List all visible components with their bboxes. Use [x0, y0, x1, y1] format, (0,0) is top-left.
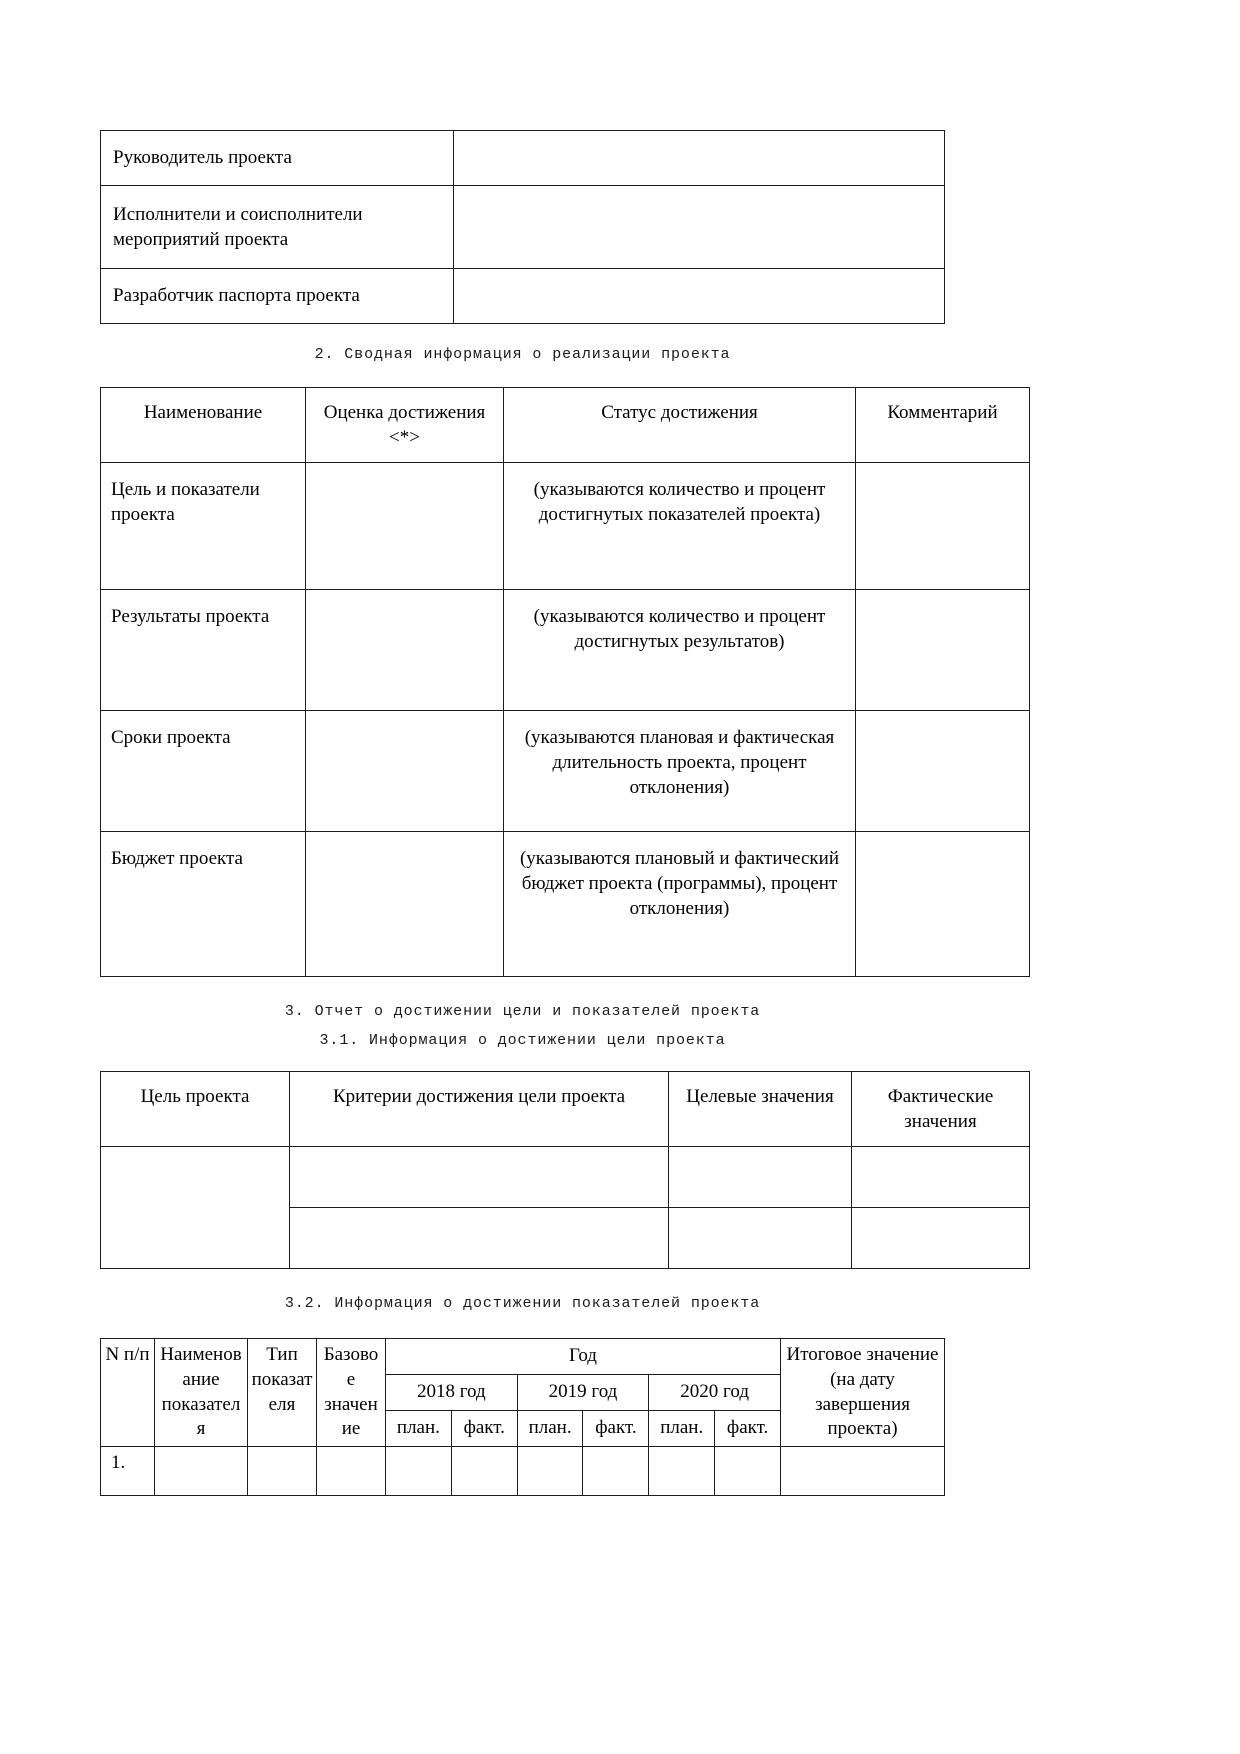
indicators-header-name: Наименование показателя — [155, 1339, 248, 1447]
indicators-header-2020-plan: план. — [649, 1411, 715, 1447]
table-row — [101, 463, 1030, 590]
goal-value-target-2[interactable] — [669, 1208, 852, 1269]
goal-value-actual-2[interactable] — [852, 1208, 1030, 1269]
indicators-row-type[interactable] — [248, 1447, 317, 1496]
indicators-row-name[interactable] — [155, 1447, 248, 1496]
table-indicators-achievement — [100, 1338, 945, 1496]
summary-comment-goal[interactable] — [856, 463, 1030, 590]
summary-assessment-results[interactable] — [306, 590, 504, 711]
indicators-header-num: N п/п — [101, 1339, 155, 1447]
table-row — [101, 711, 1030, 832]
indicators-row-2019-fact[interactable] — [583, 1447, 649, 1496]
indicators-header-year-group: Год — [386, 1339, 781, 1375]
heading-section-3-2: 3.2. Информация о достижении показателей проекта — [284, 1295, 761, 1313]
table-header-row — [101, 388, 1030, 463]
summary-header-name: Наименование — [101, 388, 306, 463]
responsible-label-manager: Руководитель проекта — [101, 131, 454, 186]
goal-header-target: Целевые значения — [669, 1072, 852, 1147]
indicators-row-num: 1. — [101, 1447, 155, 1496]
indicators-row-base[interactable] — [317, 1447, 386, 1496]
indicators-header-year-2020: 2020 год — [649, 1375, 781, 1411]
table-goal-achievement — [100, 1071, 1030, 1269]
table-summary-info — [100, 387, 1030, 977]
responsible-value-developer[interactable] — [454, 269, 945, 324]
table-row — [101, 590, 1030, 711]
indicators-row-2020-fact[interactable] — [715, 1447, 781, 1496]
responsible-label-developer: Разработчик паспорта проекта — [101, 269, 454, 324]
indicators-header-year-2019: 2019 год — [517, 1375, 649, 1411]
goal-value-actual-1[interactable] — [852, 1147, 1030, 1208]
responsible-label-executors: Исполнители и соисполнители мероприятий проекта — [101, 186, 454, 269]
indicators-row-2020-plan[interactable] — [649, 1447, 715, 1496]
summary-header-assessment: Оценка достижения <*> — [306, 388, 504, 463]
summary-comment-budget[interactable] — [856, 832, 1030, 977]
summary-name-results: Результаты проекта — [101, 590, 306, 711]
summary-comment-terms[interactable] — [856, 711, 1030, 832]
table-row — [101, 269, 945, 324]
table-row — [101, 1147, 1030, 1208]
table-header-row — [101, 1072, 1030, 1147]
goal-value-criteria-1[interactable] — [290, 1147, 669, 1208]
indicators-row-total[interactable] — [781, 1447, 945, 1496]
goal-header-goal: Цель проекта — [101, 1072, 290, 1147]
summary-assessment-budget[interactable] — [306, 832, 504, 977]
indicators-header-2019-fact: факт. — [583, 1411, 649, 1447]
goal-value-goal[interactable] — [101, 1147, 290, 1269]
responsible-value-manager[interactable] — [454, 131, 945, 186]
indicators-row-2019-plan[interactable] — [517, 1447, 583, 1496]
goal-value-criteria-2[interactable] — [290, 1208, 669, 1269]
summary-header-comment: Комментарий — [856, 388, 1030, 463]
heading-section-3: 3. Отчет о достижении цели и показателей проекта — [284, 1003, 761, 1021]
summary-comment-results[interactable] — [856, 590, 1030, 711]
table-responsible-persons — [100, 130, 945, 324]
indicators-header-2018-fact: факт. — [451, 1411, 517, 1447]
heading-section-3-1: 3.1. Информация о достижении цели проекта — [319, 1032, 726, 1050]
goal-header-criteria: Критерии достижения цели проекта — [290, 1072, 669, 1147]
summary-status-goal: (указываются количество и процент достигнутых показателей проекта) — [504, 463, 856, 590]
summary-name-budget: Бюджет проекта — [101, 832, 306, 977]
indicators-header-year-2018: 2018 год — [386, 1375, 518, 1411]
indicators-header-2018-plan: план. — [386, 1411, 452, 1447]
summary-name-terms: Сроки проекта — [101, 711, 306, 832]
indicators-row-2018-plan[interactable] — [386, 1447, 452, 1496]
table-row — [101, 832, 1030, 977]
summary-status-results: (указываются количество и процент достигнутых результатов) — [504, 590, 856, 711]
summary-header-status: Статус достижения — [504, 388, 856, 463]
goal-header-actual: Фактические значения — [852, 1072, 1030, 1147]
goal-value-target-1[interactable] — [669, 1147, 852, 1208]
table-header-row — [101, 1339, 945, 1375]
summary-name-goal: Цель и показатели проекта — [101, 463, 306, 590]
document-content — [100, 130, 998, 1496]
table-row — [101, 131, 945, 186]
table-row — [101, 186, 945, 269]
table-row — [101, 1447, 945, 1496]
summary-status-budget: (указываются плановый и фактический бюджет проекта (программы), процент отклонения) — [504, 832, 856, 977]
indicators-header-base: Базовое значение — [317, 1339, 386, 1447]
indicators-header-type: Тип показателя — [248, 1339, 317, 1447]
responsible-value-executors[interactable] — [454, 186, 945, 269]
indicators-header-total: Итоговое значение (на дату завершения проекта) — [781, 1339, 945, 1447]
summary-status-terms: (указываются плановая и фактическая длительность проекта, процент отклонения) — [504, 711, 856, 832]
indicators-header-2019-plan: план. — [517, 1411, 583, 1447]
summary-assessment-goal[interactable] — [306, 463, 504, 590]
summary-assessment-terms[interactable] — [306, 711, 504, 832]
indicators-row-2018-fact[interactable] — [451, 1447, 517, 1496]
heading-section-2: 2. Сводная информация о реализации проекта — [314, 346, 731, 363]
indicators-header-2020-fact: факт. — [715, 1411, 781, 1447]
